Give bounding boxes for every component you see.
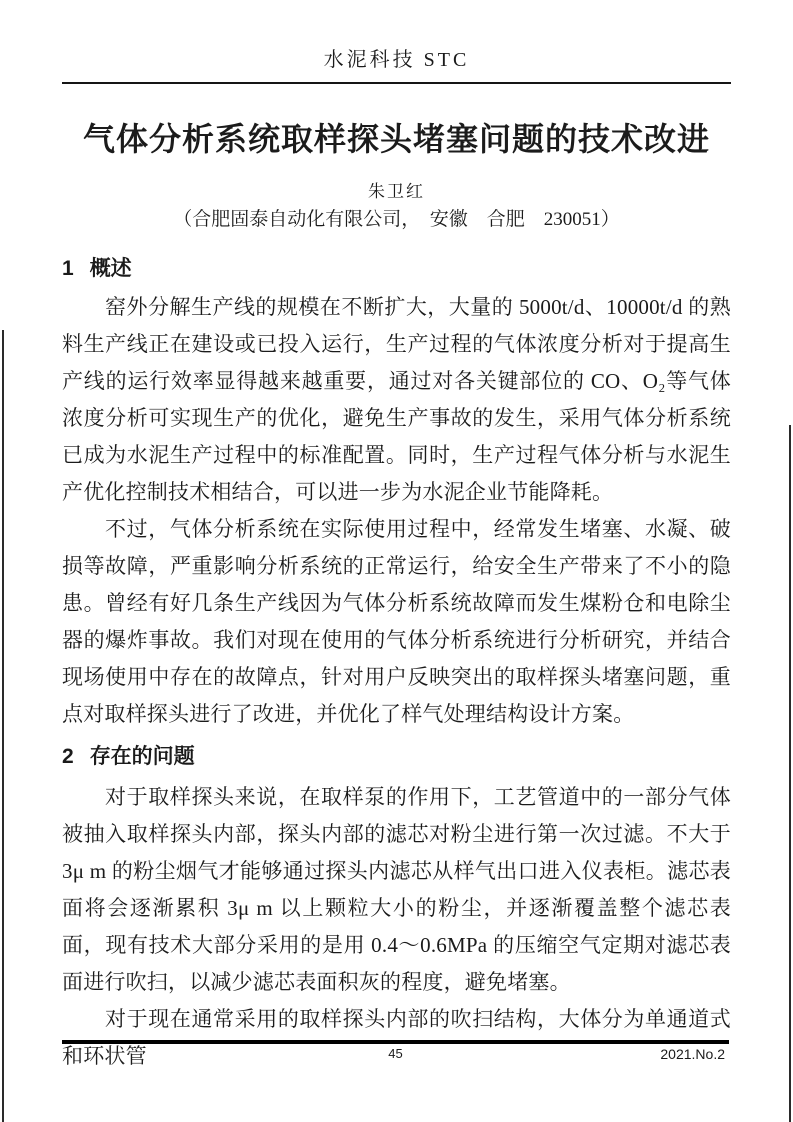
section-number: 1 xyxy=(62,257,74,280)
article-title: 气体分析系统取样探头堵塞问题的技术改进 xyxy=(82,121,710,157)
section-heading-overview xyxy=(62,253,731,285)
section-title: 存在的问题 xyxy=(89,745,195,768)
body-paragraph: 不过，气体分析系统在实际使用过程中，经常发生堵塞、水凝、破损等故障，严重影响分析系统的正常运行，给安全生产带来了不小的隐患。曾经有好几条生产线因为气体分析系统故障而发生煤粉仓和电除尘器的爆炸事故。我们对现在使用的气体分析系统进行分析研究，并结合现场使用中存在的故障点，针对用户反映突出的取样探头堵塞问题，重点对取样探头进行了改进，并优化了样气处理结构设计方案。 xyxy=(62,517,731,726)
footer-row xyxy=(62,1044,729,1064)
section-number: 2 xyxy=(62,745,74,768)
body-paragraph: 窑外分解生产线的规模在不断扩大，大量的 5000t/d、10000t/d 的熟料生产线正在建设或已投入运行，生产过程的气体浓度分析对于提高生产线的运行效率显得越来越重要，通过对各关键部位的 CO、O₂等气体浓度分析可实现生产的优化，避免生产事故的发生，采用气体分析系统已成为水泥生产过程中的标准配置。同时，生产过程气体分析与水泥生产优化控制技术相结合，可以进一步为水泥企业节能降耗。 xyxy=(62,295,731,504)
author-affiliation: （合肥固泰自动化有限公司， 安徽 合肥 230051） xyxy=(173,209,620,230)
issue-label: 2021.No.2 xyxy=(660,1046,725,1062)
header-rule xyxy=(62,82,731,84)
page-content xyxy=(0,46,793,1075)
scan-edge-right xyxy=(789,425,791,1122)
body-paragraph: 对于取样探头来说，在取样泵的作用下，工艺管道中的一部分气体被抽入取样探头内部，探头内部的滤芯对粉尘进行第一次过滤。不大于 3μ m 的粉尘烟气才能够通过探头内滤芯从样气出口进入仪表柜。滤芯表面将会逐渐累积 3μ m 以上颗粒大小的粉尘，并逐渐覆盖整个滤芯表面，现有技术大部分采用的是用 0.4～0.6MPa 的压缩空气定期对滤芯表面进行吹扫，以减少滤芯表面积灰的程度，避免堵塞。 xyxy=(62,785,731,994)
author-name: 朱卫红 xyxy=(368,182,425,201)
scan-edge-left xyxy=(2,330,4,1122)
section-heading-problems xyxy=(62,741,731,773)
journal-header: 水泥科技 STC xyxy=(323,49,470,71)
body-paragraph: 对于现在通常采用的取样探头内部的吹扫结构，大体分为单通道式和环状管 xyxy=(62,1007,731,1068)
page-footer xyxy=(62,1040,729,1064)
section-title: 概述 xyxy=(89,257,132,280)
page-number: 45 xyxy=(388,1046,403,1061)
